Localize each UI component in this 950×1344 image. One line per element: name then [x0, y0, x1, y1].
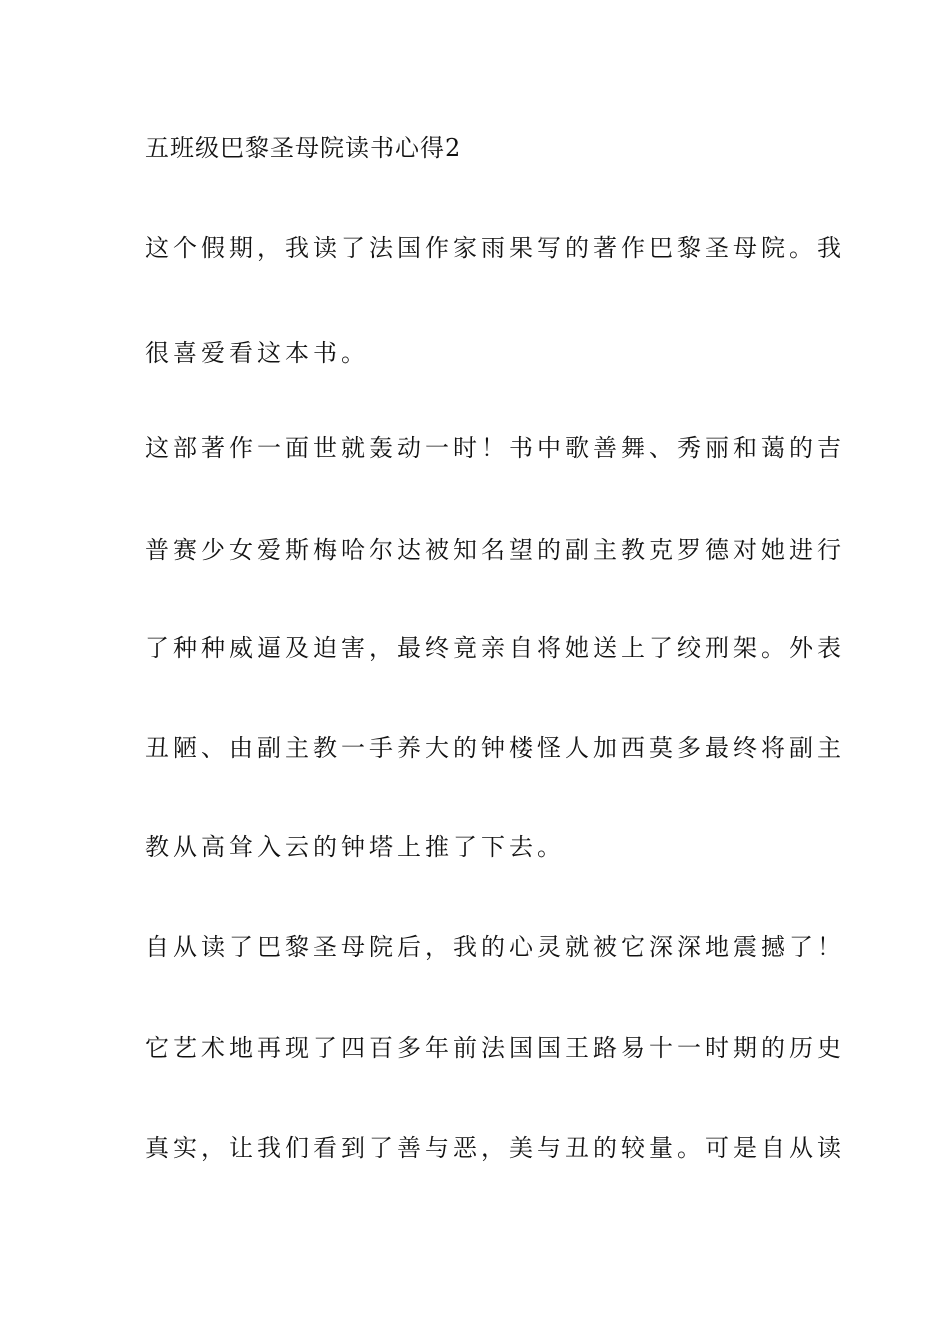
- text-line: 丑陋、由副主教一手养大的钟楼怪人加西莫多最终将副主: [145, 734, 845, 762]
- text-line: 普赛少女爱斯梅哈尔达被知名望的副主教克罗德对她进行: [145, 536, 845, 564]
- text-line: 这部著作一面世就轰动一时！书中歌善舞、秀丽和蔼的吉: [145, 434, 845, 462]
- text-line: 它艺术地再现了四百多年前法国国王路易十一时期的历史: [145, 1034, 845, 1062]
- text-line: 了种种威逼及迫害，最终竟亲自将她送上了绞刑架。外表: [145, 634, 845, 662]
- text-line: 自从读了巴黎圣母院后，我的心灵就被它深深地震撼了！: [145, 933, 845, 961]
- text-line: 这个假期，我读了法国作家雨果写的著作巴黎圣母院。我: [145, 234, 845, 262]
- text-line: 很喜爱看这本书。: [145, 339, 369, 367]
- text-line: 真实，让我们看到了善与恶，美与丑的较量。可是自从读: [145, 1134, 845, 1162]
- document-title: 五班级巴黎圣母院读书心得2: [145, 134, 462, 162]
- text-line: 教从高耸入云的钟塔上推了下去。: [145, 833, 565, 861]
